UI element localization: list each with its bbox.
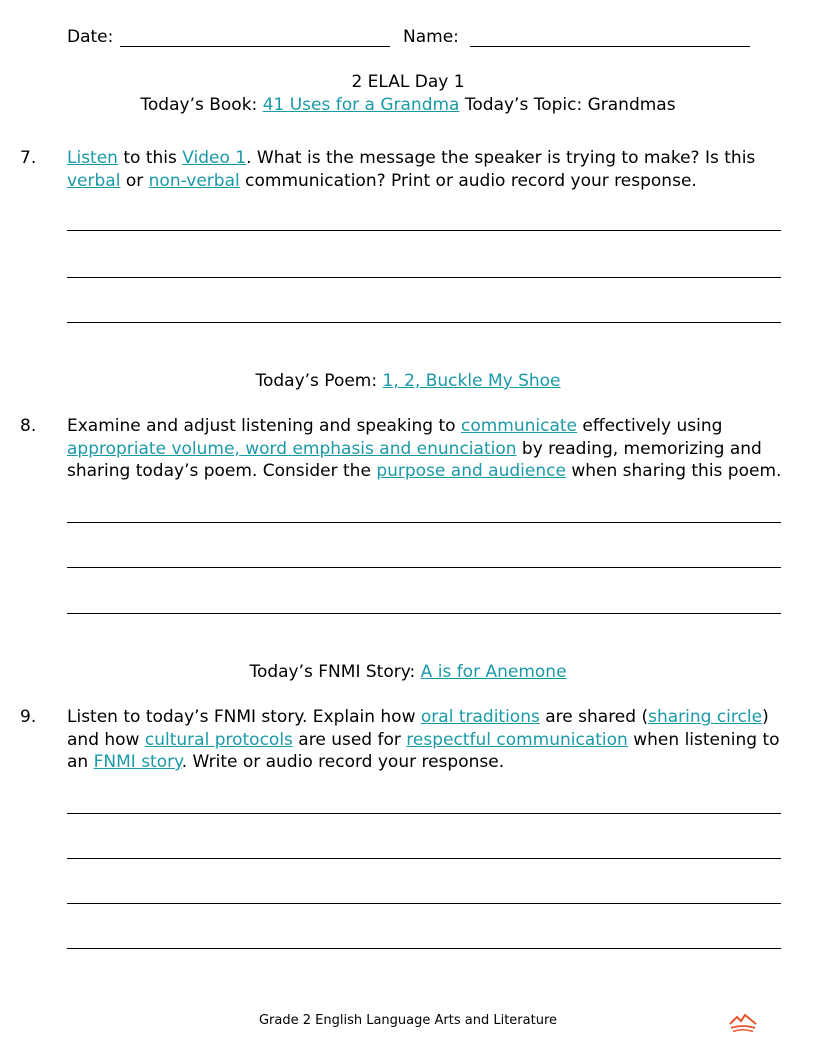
non-verbal-link[interactable]: non-verbal xyxy=(148,170,240,191)
cultural-protocols-link[interactable]: cultural protocols xyxy=(144,729,293,750)
q9-text-3: ) and how xyxy=(67,707,769,750)
q7-text-4: communication? Print or audio record your response. xyxy=(239,170,697,191)
answer-line[interactable] xyxy=(67,522,781,523)
mountain-logo-icon xyxy=(728,1012,758,1039)
course-title: 2 ELAL Day 1 xyxy=(351,72,465,92)
q9-text-4: are used for xyxy=(292,729,407,750)
q9-text-6: . Write or audio record your response. xyxy=(181,752,505,772)
question-9-text xyxy=(67,706,787,774)
q8-text-3: by reading, memorizing and sharing today’s poem. Consider the xyxy=(67,438,762,481)
answer-line[interactable] xyxy=(67,322,781,323)
footer-text: Grade 2 English Language Arts and Literature xyxy=(258,1013,558,1028)
question-8-text xyxy=(67,415,787,483)
q7-text-1: to this xyxy=(117,148,183,168)
verbal-link[interactable]: verbal xyxy=(67,170,121,191)
q9-text-5: when listening to an xyxy=(67,729,780,772)
video-1-link[interactable]: Video 1 xyxy=(182,148,247,168)
name-label: Name: xyxy=(403,27,459,47)
poem-label: Today’s Poem: xyxy=(255,371,378,391)
q9-text-2: are shared ( xyxy=(539,707,649,727)
purpose-audience-link[interactable]: purpose and audience xyxy=(376,461,566,481)
answer-line[interactable] xyxy=(67,230,781,231)
date-field[interactable] xyxy=(120,46,390,47)
respectful-communication-link[interactable]: respectful communication xyxy=(406,729,628,750)
question-9-number: 9. xyxy=(20,707,37,727)
poem-line xyxy=(0,371,816,391)
listen-link[interactable]: Listen xyxy=(67,148,118,168)
q9-text-1: Listen to today’s FNMI story. Explain how xyxy=(67,707,421,727)
communicate-link[interactable]: communicate xyxy=(460,416,578,436)
book-label: Today’s Book: xyxy=(140,95,258,115)
question-7-text xyxy=(67,147,787,192)
oral-traditions-link[interactable]: oral traditions xyxy=(420,707,540,727)
fnmi-story-link[interactable]: A is for Anemone xyxy=(420,662,567,682)
q7-text-3: or xyxy=(120,170,149,191)
answer-line[interactable] xyxy=(67,567,781,568)
fnmi-line xyxy=(0,662,816,682)
q7-text-2: . What is the message the speaker is trying to make? Is this xyxy=(246,148,756,168)
book-link[interactable]: 41 Uses for a Grandma xyxy=(262,95,460,115)
answer-line[interactable] xyxy=(67,903,781,904)
answer-line[interactable] xyxy=(67,613,781,614)
question-8-number: 8. xyxy=(20,416,37,436)
question-7-number: 7. xyxy=(20,148,37,168)
volume-emphasis-link[interactable]: appropriate volume, word emphasis and enunciation xyxy=(67,438,517,459)
name-field[interactable] xyxy=(470,46,750,47)
fnmi-label: Today’s FNMI Story: xyxy=(249,662,416,682)
answer-line[interactable] xyxy=(67,948,781,949)
answer-line[interactable] xyxy=(67,277,781,278)
poem-link[interactable]: 1, 2, Buckle My Shoe xyxy=(382,371,561,391)
date-label: Date: xyxy=(67,27,114,47)
q8-text-1: Examine and adjust listening and speaking to xyxy=(67,416,461,436)
q8-text-4: when sharing this poem. xyxy=(565,461,782,481)
topic-label: Today’s Topic: Grandmas xyxy=(464,95,676,115)
fnmi-story-text-link[interactable]: FNMI story xyxy=(93,752,182,772)
book-topic-line xyxy=(0,95,816,115)
q8-text-2: effectively using xyxy=(577,416,723,436)
sharing-circle-link[interactable]: sharing circle xyxy=(648,707,763,727)
answer-line[interactable] xyxy=(67,813,781,814)
answer-line[interactable] xyxy=(67,858,781,859)
